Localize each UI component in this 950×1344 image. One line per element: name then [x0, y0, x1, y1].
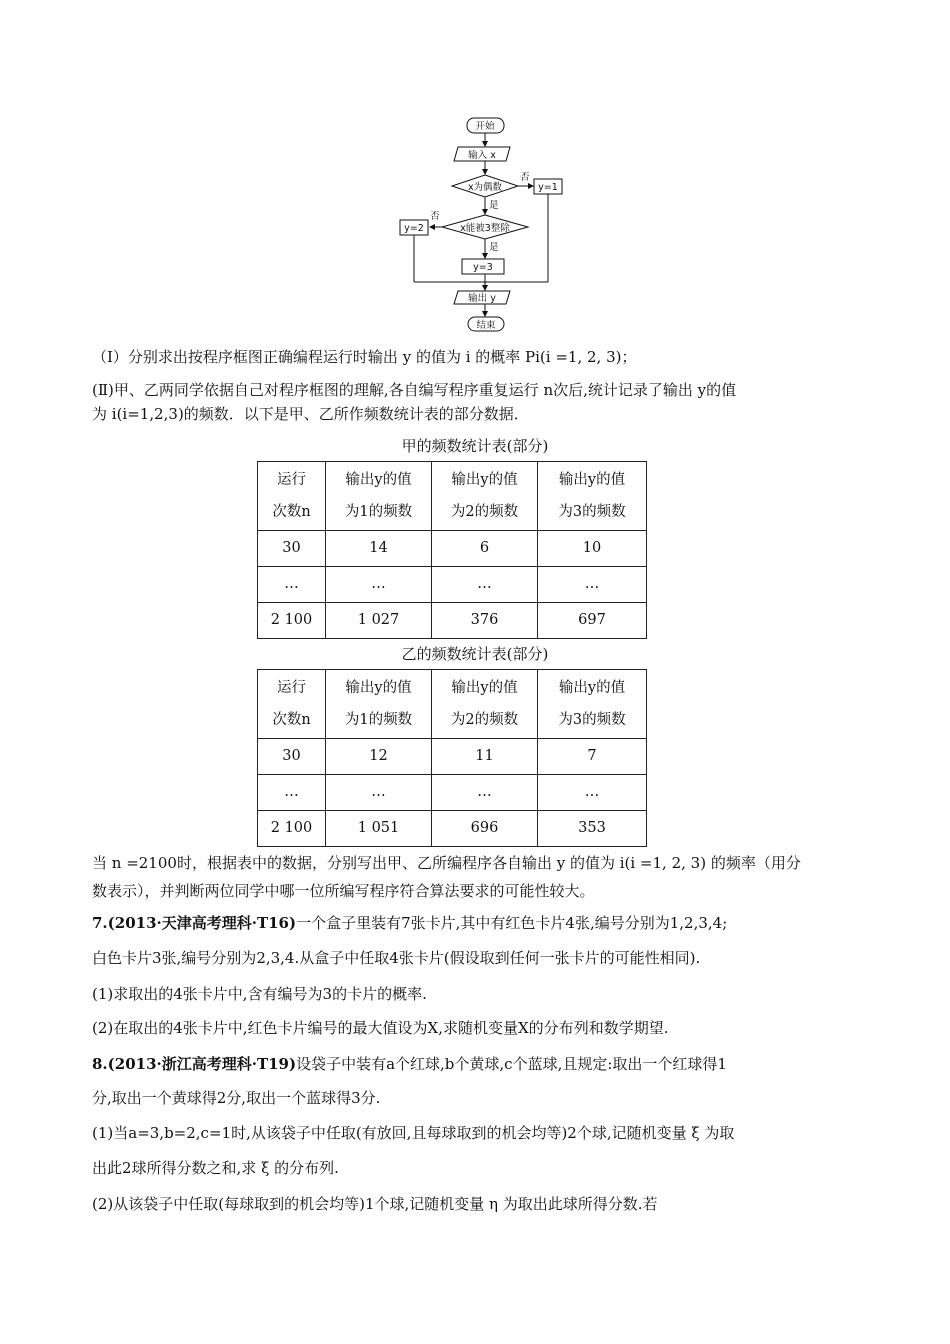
table-cell: 1 051 — [326, 811, 432, 847]
table-cell: … — [432, 775, 538, 811]
table-cell: 6 — [432, 531, 538, 567]
table-row — [258, 739, 647, 775]
header-cell: 输出y的值 为1的频数 — [326, 462, 432, 531]
table-cell: … — [258, 567, 326, 603]
table-jia — [257, 461, 647, 639]
table-cell: … — [258, 775, 326, 811]
table-row — [258, 603, 647, 639]
table-cell: 696 — [432, 811, 538, 847]
table-cell: … — [432, 567, 538, 603]
q8-line5: (2)从该袋子中任取(每球取到的机会均等)1个球,记随机变量 η 为取出此球所得分数.若 — [92, 1195, 658, 1213]
flow-input-label: 输入 x — [468, 150, 496, 161]
table-cell: 7 — [538, 739, 647, 775]
table-row — [258, 811, 647, 847]
header-cell: 运行 次数n — [258, 670, 326, 739]
table-cell: 376 — [432, 603, 538, 639]
q8-tag: 8.(2013·浙江高考理科·T19) — [92, 1055, 297, 1073]
table-cell: 12 — [326, 739, 432, 775]
flow-end-label: 结束 — [476, 320, 496, 331]
q7-line2: 白色卡片3张,编号分别为2,3,4.从盒子中任取4张卡片(假设取到任何一张卡片的可能性相同). — [92, 949, 701, 967]
q7-line4: (2)在取出的4张卡片中,红色卡片编号的最大值设为X,求随机变量X的分布列和数学期望. — [92, 1019, 669, 1037]
header-cell: 输出y的值 为2的频数 — [432, 462, 538, 531]
q8-line4: 出此2球所得分数之和,求 ξ 的分布列. — [92, 1159, 339, 1177]
part2-line1: (Ⅱ)甲、乙两同学依据自己对程序框图的理解,各自编写程序重复运行 n次后,统计记录了输出 y的值 — [92, 381, 737, 399]
table-cell: … — [326, 567, 432, 603]
after-table-line2: 数表示），并判断两位同学中哪一位所编写程序符合算法要求的可能性较大。 — [92, 882, 595, 900]
flow-y2-label: y=2 — [404, 223, 424, 234]
flow-cond2-yes: 是 — [489, 242, 499, 253]
flow-start-label: 开始 — [475, 121, 495, 132]
table-header-row — [258, 670, 647, 739]
table-jia-caption: 甲的频数统计表(部分) — [401, 437, 549, 455]
flow-y1-label: y=1 — [538, 182, 558, 193]
q7-text: 一个盒子里装有7张卡片,其中有红色卡片4张,编号分别为1,2,3,4; — [296, 914, 728, 932]
table-yi-caption: 乙的频数统计表(部分) — [401, 645, 549, 663]
after-table-line1: 当 n =2100时，根据表中的数据，分别写出甲、乙所编程序各自输出 y 的值为 i(i =1, 2, 3) 的频率（用分 — [92, 854, 801, 872]
table-cell: … — [538, 567, 647, 603]
flow-cond1-label: x为偶数 — [467, 182, 503, 193]
q7-tag: 7.(2013·天津高考理科·T16) — [92, 914, 297, 932]
header-cell: 输出y的值 为2的频数 — [432, 670, 538, 739]
table-cell: 1 027 — [326, 603, 432, 639]
table-cell: 2 100 — [258, 603, 326, 639]
table-yi — [257, 669, 647, 847]
table-cell: … — [538, 775, 647, 811]
program-flowchart — [392, 110, 572, 336]
flow-output-label: 输出 y — [468, 293, 496, 304]
table-cell: 353 — [538, 811, 647, 847]
q7-line3: (1)求取出的4张卡片中,含有编号为3的卡片的概率. — [92, 985, 427, 1003]
table-cell: 697 — [538, 603, 647, 639]
table-cell: 10 — [538, 531, 647, 567]
part1-text: （Ⅰ）分别求出按程序框图正确编程运行时输出 y 的值为 i 的概率 Pi(i =1, 2, 3)； — [92, 348, 637, 366]
part2-line2: 为 i(i=1,2,3)的频数．以下是甲、乙所作频数统计表的部分数据． — [92, 405, 529, 423]
table-row — [258, 531, 647, 567]
table-cell: 30 — [258, 739, 326, 775]
q7-line1 — [92, 912, 882, 934]
flow-cond2-label: x能被3整除 — [460, 223, 510, 234]
table-cell: 2 100 — [258, 811, 326, 847]
table-cell: 30 — [258, 531, 326, 567]
q8-text: 设袋子中装有a个红球,b个黄球,c个蓝球,且规定:取出一个红球得1 — [296, 1055, 727, 1073]
q8-line3: (1)当a=3,b=2,c=1时,从该袋子中任取(有放回,且每球取到的机会均等)2个球,记随机变量 ξ 为取 — [92, 1124, 735, 1142]
flow-y3-label: y=3 — [473, 262, 493, 273]
table-row — [258, 775, 647, 811]
header-cell: 输出y的值 为3的频数 — [538, 670, 647, 739]
q8-line1 — [92, 1053, 882, 1075]
flow-cond2-no: 否 — [430, 211, 440, 222]
table-header-row — [258, 462, 647, 531]
table-cell: … — [326, 775, 432, 811]
flow-cond1-yes: 是 — [489, 200, 499, 211]
header-cell: 运行 次数n — [258, 462, 326, 531]
header-cell: 输出y的值 为1的频数 — [326, 670, 432, 739]
table-row — [258, 567, 647, 603]
table-cell: 11 — [432, 739, 538, 775]
q8-line2: 分,取出一个黄球得2分,取出一个蓝球得3分. — [92, 1089, 381, 1107]
flow-cond1-no: 否 — [520, 172, 530, 183]
header-cell: 输出y的值 为3的频数 — [538, 462, 647, 531]
table-cell: 14 — [326, 531, 432, 567]
